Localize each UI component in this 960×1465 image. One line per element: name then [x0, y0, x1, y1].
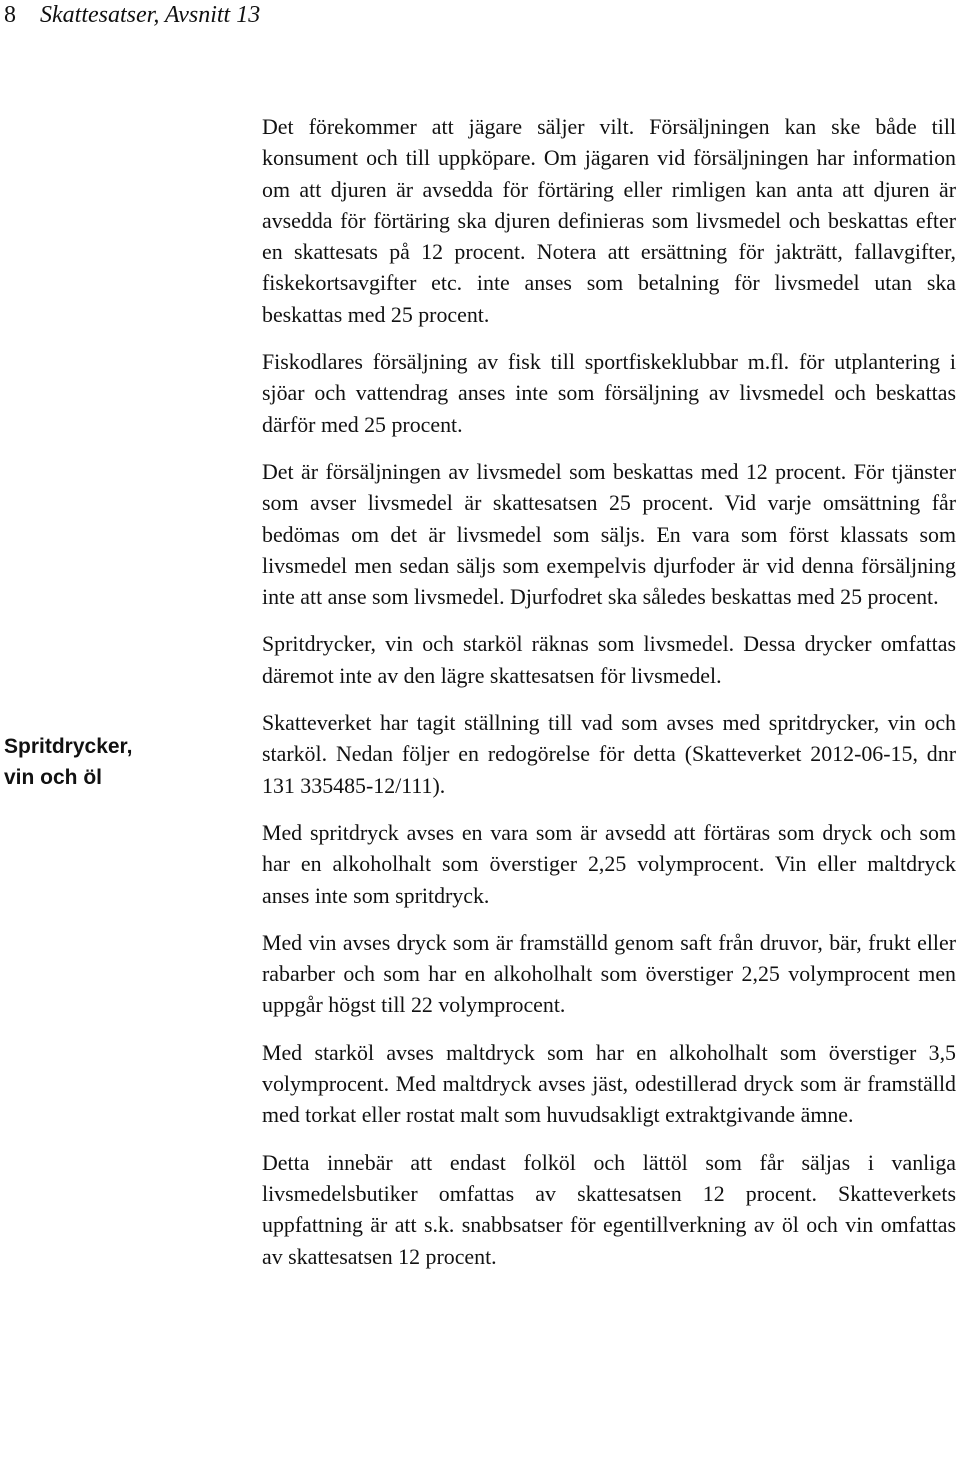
paragraph-fish-farmers: Fiskodlares försäljning av fisk till sportfiskeklubbar m.fl. för utplantering i sjöar och vattendrag anses inte som försäljning av livsmedel och beskattas därför med 25 procent.: [262, 349, 956, 437]
page-number: 8: [4, 2, 16, 28]
paragraph-spirits-intro: Spritdrycker, vin och starköl räknas som livsmedel. Dessa drycker omfattas däremot inte av den lägre skattesatsen för livsmedel.: [262, 631, 956, 688]
side-heading-line-1: Spritdrycker,: [4, 735, 133, 758]
side-heading-spirits: [4, 731, 244, 793]
section-title: Skattesatser, Avsnitt 13: [40, 2, 261, 28]
paragraph-game-sales: Det förekommer att jägare säljer vilt. Försäljningen kan ske både till konsument och till uppköpare. Om jägaren vid försäljningen har information om att djuren är avsedda för förtäring eller rimligen kan anta att djuren är avsedda för förtäring ska djuren definieras som livsmedel och beskattas efter en skattesats på 12 procent. Notera att ersättning för jakträtt, fallavgifter, fiskekortsavgifter etc. inte anses som betalning för livsmedel utan ska beskattas med 25 procent.: [262, 114, 956, 327]
page-header: [4, 0, 260, 30]
side-heading-line-2: vin och öl: [4, 766, 103, 789]
paragraph-strong-beer-definition: Med starköl avses maltdryck som har en alkoholhalt som överstiger 3,5 volymprocent. Med maltdryck avses jäst, odestillerad dryck som är framställd med torkat eller rostat malt som huvudsakligt extraktgivande ämne.: [262, 1039, 956, 1128]
paragraph-spirits-definition: Med spritdryck avses en vara som är avsedd att förtäras som dryck och som har en alkoholhalt som överstiger 2,25 volymprocent. Vin eller maltdryck anses inte som spritdryck.: [262, 819, 956, 908]
paragraph-wine-definition: Med vin avses dryck som är framställd genom saft från druvor, bär, frukt eller rabarber och som har en alkoholhalt som överstiger 2,25 volymprocent men uppgår högst till 22 volymprocent.: [262, 929, 956, 1018]
main-text-column: [262, 111, 956, 1288]
paragraph-tax-agency-position: Skatteverket har tagit ställning till vad som avses med spritdrycker, vin och starköl. Nedan följer en redogörelse för detta (Skatteverket 2012-06-15, dnr 131 335485-12/111).: [262, 710, 956, 798]
paragraph-conclusion: Detta innebär att endast folköl och lättöl som får säljas i vanliga livsmedelsbutiker omfattas av skattesatsen 12 procent. Skatteverkets uppfattning är att s.k. snabbsatser för egentillverkning av öl och vin omfattas av skattesatsen 12 procent.: [262, 1149, 956, 1269]
paragraph-food-sales-rate: Det är försäljningen av livsmedel som beskattas med 12 procent. För tjänster som avser livsmedel är skattesatsen 25 procent. Vid varje omsättning får bedömas om det är livsmedel som säljs. En vara som först klassats som livsmedel men sedan säljs som exempelvis djurfoder är vid denna försäljning inte att anse som livsmedel. Djurfodret ska således beskattas med 25 procent.: [262, 458, 956, 610]
